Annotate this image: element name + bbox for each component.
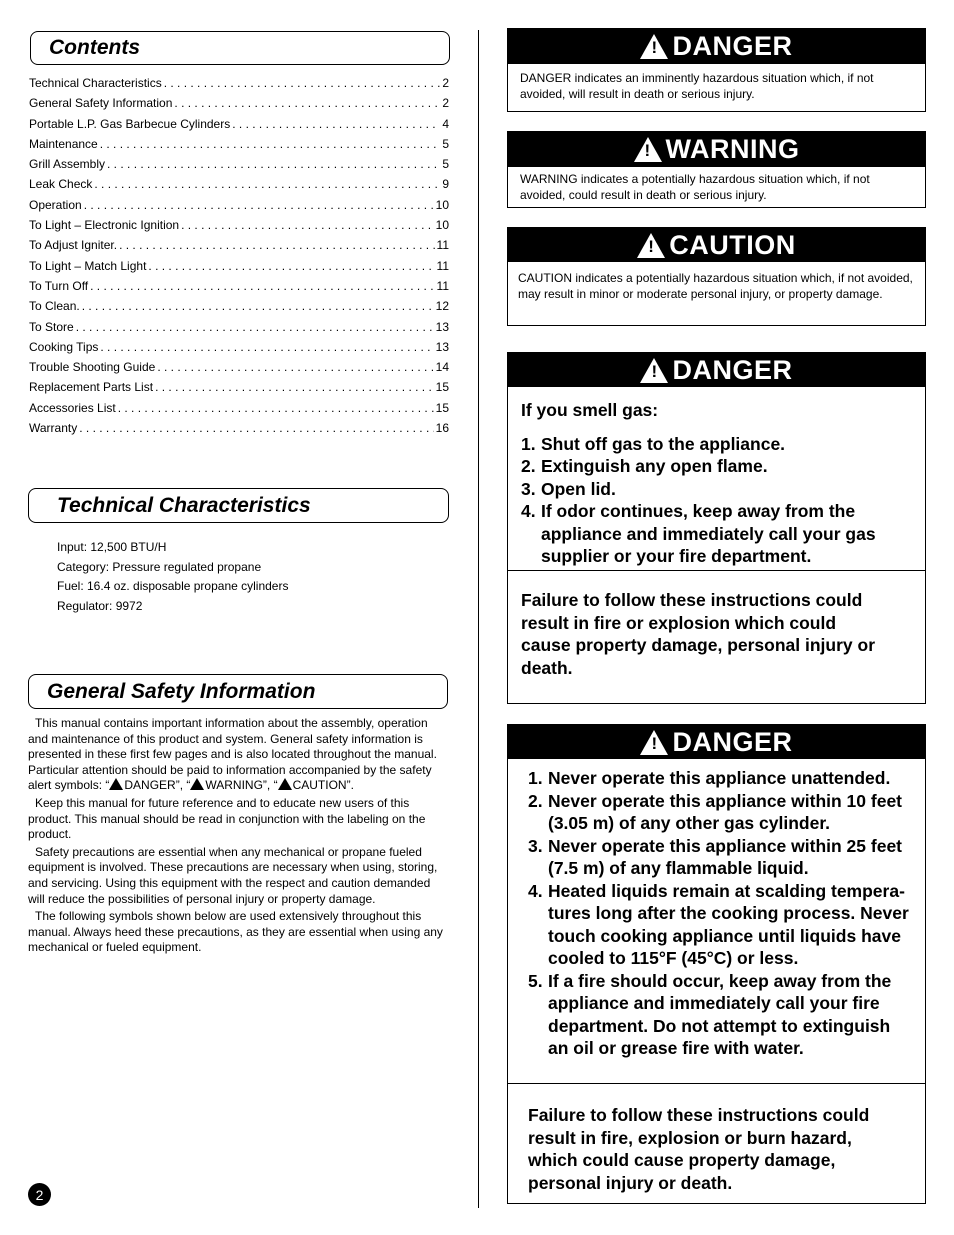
safety-body (28, 716, 446, 958)
toc-leader-dots (100, 340, 433, 354)
toc-leader-dots (148, 259, 434, 273)
warning-triangle-icon (637, 233, 665, 258)
toc-leader-dots (118, 401, 434, 415)
operate-danger-content (508, 759, 925, 1083)
toc-entry-label: Grill Assembly (29, 157, 106, 172)
column-divider (478, 30, 479, 1208)
toc-entry-label: Cooking Tips (29, 339, 99, 354)
toc-entry[interactable] (29, 238, 449, 258)
toc-entry-label: General Safety Information (29, 96, 173, 111)
gas-danger-banner: ! DANGER (508, 353, 925, 387)
warning-banner: ! WARNING (508, 132, 925, 167)
safety-title: General Safety Information (47, 679, 316, 703)
toc-entry-label: Accessories List (29, 400, 116, 415)
toc-entry[interactable] (29, 360, 449, 380)
gas-danger-footer: Failure to follow these instructions could result in fire or explosion which could cause property damage, personal injury or death. (508, 570, 925, 679)
toc-entry[interactable] (29, 198, 449, 218)
toc-entry[interactable] (29, 117, 449, 137)
safety-heading (28, 674, 448, 709)
toc-entry-page: 11 (436, 258, 449, 273)
toc-leader-dots (174, 96, 440, 110)
list-item: 3. Open lid. (521, 478, 616, 499)
toc-entry[interactable] (29, 76, 449, 96)
toc-leader-dots (107, 157, 440, 171)
warning-definition-box (507, 131, 926, 208)
technical-line: Regulator: 9972 (57, 598, 143, 613)
technical-title: Technical Characteristics (57, 493, 311, 517)
toc-entry[interactable] (29, 340, 449, 360)
toc-entry[interactable] (29, 218, 449, 238)
toc-leader-dots (79, 421, 433, 435)
warning-triangle-icon (190, 778, 204, 790)
toc-entry[interactable] (29, 320, 449, 340)
toc-entry-page: 13 (435, 319, 449, 334)
table-of-contents (29, 76, 449, 441)
technical-line: Fuel: 16.4 oz. disposable propane cylinders (57, 579, 289, 593)
toc-entry[interactable] (29, 177, 449, 197)
toc-entry-label: Operation (29, 197, 82, 212)
toc-entry-page: 10 (435, 197, 449, 212)
list-item: 1. Never operate this appliance unattended. (528, 768, 891, 788)
toc-entry-label: To Store (29, 319, 74, 334)
list-item: 1. Shut off gas to the appliance. (521, 433, 786, 454)
operate-danger-steps (528, 767, 911, 1060)
toc-entry-label: Leak Check (29, 177, 93, 192)
danger-definition-box (507, 28, 926, 112)
toc-leader-dots (157, 360, 433, 374)
toc-entry[interactable] (29, 279, 449, 299)
warning-triangle-icon (109, 778, 123, 790)
operate-danger-footer: Failure to follow these instructions could result in fire, explosion or burn hazard, which could cause property damage, personal injury or death. (508, 1083, 925, 1194)
toc-entry[interactable] (29, 380, 449, 400)
caution-definition-text: CAUTION indicates a potentially hazardous situation which, if not avoided, may result in minor or moderate personal injury, or property damage. (518, 271, 913, 301)
toc-entry-label: Replacement Parts List (29, 380, 154, 395)
safety-paragraph: The following symbols shown below are used extensively throughout this manual. Always heed these precautions, as they are essential when using any mechanical or fueled equipment. (28, 909, 443, 955)
gas-danger-steps (521, 433, 911, 568)
operate-danger-banner: ! DANGER (508, 725, 925, 759)
toc-entry-label: To Light – Electronic Ignition (29, 218, 180, 233)
contents-title: Contents (49, 36, 140, 59)
list-item: 4. If odor continues, keep away from the appliance and immediately call your gas supplier or your fire department. (521, 501, 876, 566)
list-item: 2. Never operate this appliance within 10 feet (3.05 m) of any other gas cylinder. (528, 790, 902, 833)
toc-entry-label: To Clean. (29, 299, 80, 314)
warning-definition-text: WARNING indicates a potentially hazardous situation which, if not avoided, could result in death or serious injury. (520, 172, 870, 202)
toc-entry[interactable] (29, 401, 449, 421)
gas-danger-content (508, 387, 925, 570)
technical-line: Category: Pressure regulated propane (57, 559, 262, 574)
technical-list (57, 538, 288, 616)
toc-entry[interactable] (29, 299, 449, 319)
toc-entry-page: 10 (435, 218, 449, 233)
technical-heading (28, 488, 449, 523)
toc-entry-page: 11 (436, 278, 449, 293)
caution-banner: ! CAUTION (508, 228, 925, 262)
safety-paragraph: Safety precautions are essential when any mechanical or propane fueled equipment is involved. These precautions are necessary when using, storing, and servicing. Using this equipment with the respect and caution demanded will reduce the possibilities of personal injury or property damage. (28, 844, 438, 906)
toc-entry-page: 16 (435, 421, 449, 436)
list-item: 2. Extinguish any open flame. (521, 456, 768, 476)
toc-entry-page: 12 (435, 299, 449, 314)
danger-definition-text: DANGER indicates an imminently hazardous situation which, if not avoided, will result in death or serious injury. (520, 71, 874, 101)
toc-leader-dots (181, 218, 434, 232)
gas-danger-intro: If you smell gas: (521, 400, 659, 420)
toc-entry-label: Portable L.P. Gas Barbecue Cylinders (29, 116, 231, 131)
toc-entry-page: 15 (435, 400, 449, 415)
toc-leader-dots (232, 117, 440, 131)
toc-entry-label: To Adjust Igniter. (29, 238, 118, 253)
toc-entry-label: Trouble Shooting Guide (29, 360, 156, 375)
toc-entry-label: Technical Characteristics (29, 76, 162, 90)
warning-triangle-icon (640, 34, 668, 59)
toc-entry-page: 4 (442, 116, 449, 131)
caution-definition-box (507, 227, 926, 326)
toc-leader-dots (76, 320, 434, 334)
contents-heading (30, 31, 450, 65)
safety-paragraph: Keep this manual for future reference and to educate new users of this product. This manual should be read in conjunction with the labeling on the product. (28, 795, 426, 842)
toc-entry-label: To Light – Match Light (29, 258, 147, 273)
operate-danger-box (507, 724, 926, 1204)
list-item: 5. If a fire should occur, keep away from the appliance and immediately call your fire department. Do not attempt to extinguish an oil or grease fire with water. (528, 970, 892, 1058)
warning-triangle-icon (634, 137, 662, 162)
warning-triangle-icon (278, 778, 292, 790)
toc-entry[interactable] (29, 421, 449, 441)
toc-entry-page: 13 (435, 339, 449, 354)
danger-banner: ! DANGER (508, 29, 925, 64)
toc-leader-dots (100, 137, 441, 151)
toc-entry-page: 2 (442, 96, 449, 111)
safety-paragraph: This manual contains important information about the assembly, operation and maintenance of this product and system. General safety information is presented in these first few pages and is also located throughout the manual. Particular attention should be paid to information accompanied by the safety alert symbols: “! DANGER”, “! WARNING”, “! CAUTION”. (28, 716, 446, 794)
toc-leader-dots (94, 177, 440, 191)
toc-entry-page: 9 (442, 177, 449, 192)
toc-leader-dots (90, 279, 434, 293)
toc-leader-dots (84, 198, 434, 212)
page-number: 2 (28, 1183, 51, 1206)
gas-danger-box (507, 352, 926, 704)
warning-triangle-icon (640, 730, 668, 755)
toc-entry[interactable] (29, 96, 449, 116)
toc-leader-dots (82, 299, 434, 313)
toc-entry[interactable] (29, 157, 449, 177)
toc-entry[interactable] (29, 137, 449, 157)
toc-entry-label: Warranty (29, 421, 78, 436)
list-item: 3. Never operate this appliance within 25 feet (7.5 m) of any flammable liquid. (528, 835, 902, 878)
toc-entry-page: 14 (435, 360, 449, 375)
toc-entry-label: To Turn Off (29, 278, 89, 293)
toc-entry[interactable] (29, 259, 449, 279)
toc-entry-page: 5 (442, 136, 449, 151)
toc-entry-page: 15 (435, 380, 449, 395)
warning-triangle-icon (640, 358, 668, 383)
toc-entry-page: 11 (436, 238, 449, 253)
toc-entry-page: 2 (442, 76, 449, 90)
technical-line: Input: 12,500 BTU/H (57, 540, 167, 554)
toc-leader-dots (119, 238, 434, 252)
toc-leader-dots (164, 76, 441, 90)
toc-entry-label: Maintenance (29, 136, 98, 151)
toc-entry-page: 5 (442, 157, 449, 172)
toc-leader-dots (155, 380, 434, 394)
list-item: 4. Heated liquids remain at scalding tempera-tures long after the cooking process. Never touch cooking appliance until liquids have cooled to 115°F (45°C) or less. (528, 880, 909, 968)
